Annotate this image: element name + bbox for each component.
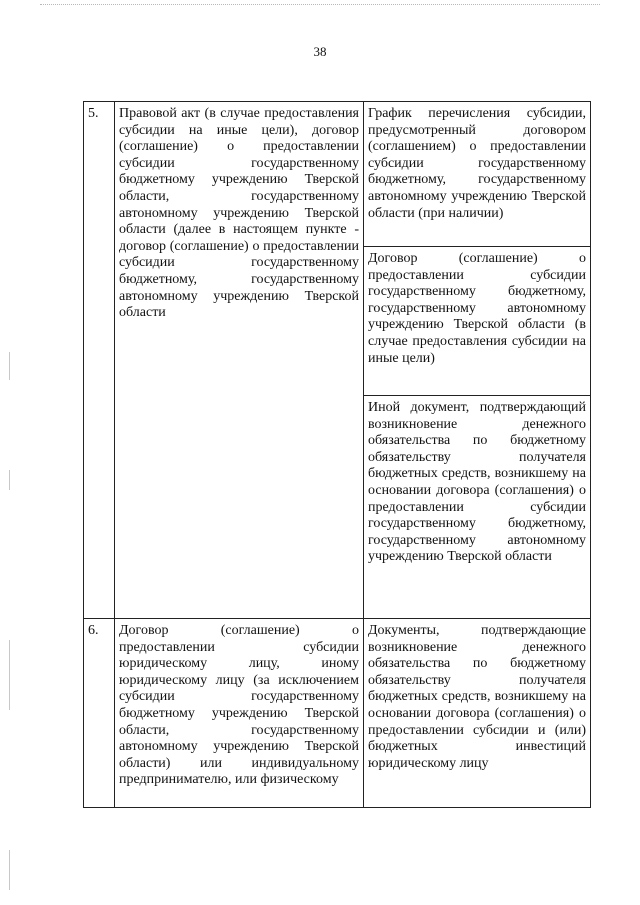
scan-edge-mark bbox=[9, 352, 10, 380]
row-number: 5. bbox=[84, 102, 115, 619]
table-row bbox=[84, 102, 591, 247]
scan-edge-mark bbox=[9, 850, 10, 890]
scan-edge-mark bbox=[9, 640, 10, 710]
row-right-text: График перечисления субсидии, предусмотренный договором (соглашением) о предоставлении субсидии государственному бюджетному, государственному автономному учреждению Тверской области (при наличии) bbox=[364, 102, 591, 247]
row-right-text: Документы, подтверждающие возникновение денежного обязательства по бюджетному обязательству получателя бюджетных средств, возникшему на основании договора (соглашения) о предоставлении субсидии и (или) бюджетных инвестиций юридическому лицу bbox=[364, 619, 591, 808]
row-left-text: Договор (соглашение) о предоставлении субсидии юридическому лицу, иному юридическому лицу (за исключением субсидии государственному бюджетному учреждению Тверской области, государственному автономному учреждению Тверской области) или индивидуальному предпринимателю, или физическому bbox=[115, 619, 364, 808]
document-table bbox=[83, 101, 591, 808]
row-right-text: Договор (соглашение) о предоставлении субсидии государственному бюджетному, государственному автономному учреждению Тверской области (в случае предоставления субсидии на иные цели) bbox=[364, 247, 591, 396]
row-right-text: Иной документ, подтверждающий возникновение денежного обязательства по бюджетному обязательству получателя бюджетных средств, возникшему на основании договора (соглашения) о предоставлении субсидии государственному бюджетному, государственному автономному учреждению Тверской области bbox=[364, 396, 591, 619]
row-number: 6. bbox=[84, 619, 115, 808]
table-row bbox=[84, 619, 591, 808]
scan-edge-mark bbox=[9, 470, 10, 490]
scan-top-edge bbox=[40, 4, 600, 5]
page-number: 38 bbox=[313, 44, 327, 59]
row-left-text: Правовой акт (в случае предоставления субсидии на иные цели), договор (соглашение) о предоставлении субсидии государственному бюджетному учреждению Тверской области, государственному автономному учреждению Тверской области (далее в настоящем пункте - договор (соглашение) о предоставлении субсидии государственному бюджетному, государственному автономному учреждению Тверской области bbox=[115, 102, 364, 619]
